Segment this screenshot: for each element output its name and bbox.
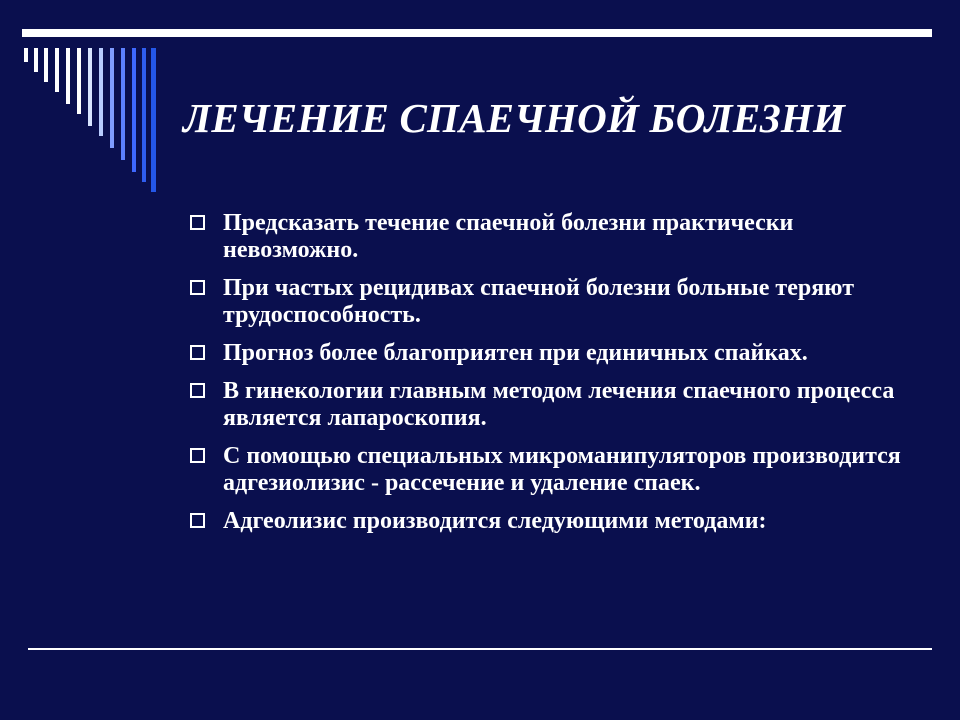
bullet-text: В гинекологии главным методом лечения спаечного процесса является лапароскопия.	[223, 378, 895, 431]
square-bullet-icon	[190, 345, 205, 360]
stripe-6	[77, 48, 81, 114]
bullet-text: Прогноз более благоприятен при единичных спайках.	[223, 340, 808, 366]
stripe-13	[151, 48, 156, 192]
stripe-1	[24, 48, 28, 62]
bullet-text: Адгеолизис производится следующими методами:	[223, 508, 767, 534]
square-bullet-icon	[190, 513, 205, 528]
square-bullet-icon	[190, 280, 205, 295]
stripe-2	[34, 48, 38, 72]
decorative-stripes	[0, 0, 170, 200]
stripe-4	[55, 48, 59, 92]
list-item	[188, 340, 908, 367]
list-item	[188, 508, 908, 535]
stripe-9	[110, 48, 114, 148]
bottom-rule-line	[28, 648, 932, 650]
list-item	[188, 443, 908, 497]
stripe-3	[44, 48, 48, 82]
bullet-text: При частых рецидивах спаечной болезни больные теряют трудоспособность.	[223, 275, 854, 328]
stripe-11	[132, 48, 136, 172]
list-item	[188, 275, 908, 329]
square-bullet-icon	[190, 215, 205, 230]
list-item	[188, 378, 908, 432]
stripe-12	[142, 48, 146, 182]
square-bullet-icon	[190, 383, 205, 398]
bullet-text: Предсказать течение спаечной болезни практически невозможно.	[223, 210, 794, 263]
list-item	[188, 210, 908, 264]
stripe-7	[88, 48, 92, 126]
stripe-5	[66, 48, 70, 104]
stripe-8	[99, 48, 103, 136]
bullet-text: С помощью специальных микроманипуляторов производится адгезиолизис - рассечение и удаление спаек.	[223, 443, 901, 496]
square-bullet-icon	[190, 448, 205, 463]
bullet-list	[188, 210, 908, 546]
slide-title: ЛЕЧЕНИЕ СПАЕЧНОЙ БОЛЕЗНИ	[183, 95, 846, 141]
stripe-10	[121, 48, 125, 160]
